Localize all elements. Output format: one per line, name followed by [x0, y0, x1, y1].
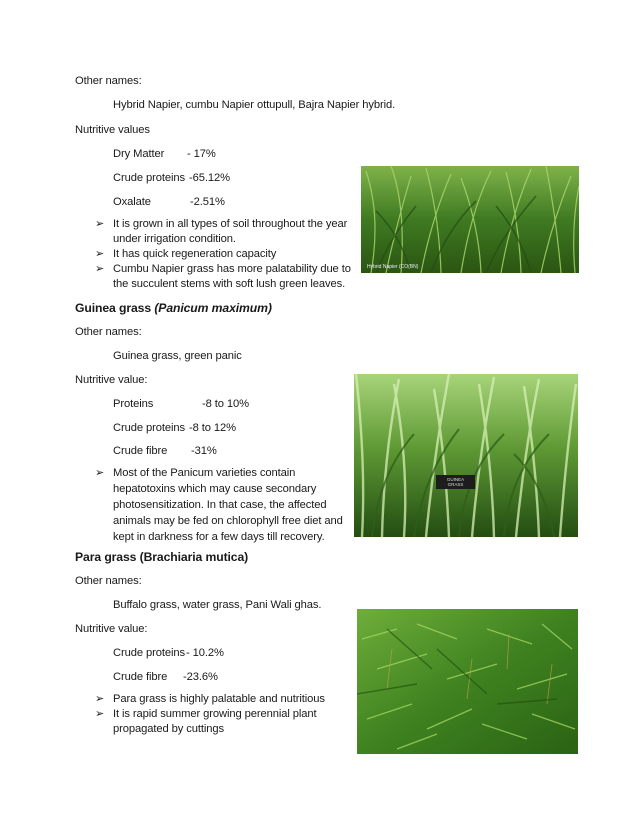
para-other-names-label: Other names: — [75, 575, 142, 587]
para-heading: Para grass (Brachiaria mutica) — [75, 550, 249, 564]
value-name: Crude proteins — [113, 422, 185, 434]
para-other-names: Buffalo grass, water grass, Pani Wali ghas. — [113, 599, 322, 611]
napier-value-oxalate — [113, 195, 225, 209]
value-name: Proteins — [113, 398, 154, 410]
guinea-bullet-line-1: Most of the Panicum varieties contain — [113, 467, 296, 479]
value-amount: -31% — [191, 445, 217, 457]
guinea-heading-scientific: (Panicum maximum) — [154, 301, 272, 315]
guinea-heading — [75, 301, 272, 315]
guinea-bullet-line-2: hepatotoxins which may cause secondary — [113, 483, 317, 495]
arrow-bullet-icon: ➢ — [95, 263, 105, 275]
para-nutritive-label: Nutritive value: — [75, 623, 148, 635]
value-amount: -23.6% — [183, 671, 218, 683]
guinea-bullet-line-3: photosensitization. In that case, the affected — [113, 499, 327, 511]
guinea-grass-label-sign: GUINEA GRASS — [436, 475, 475, 489]
value-name: Dry Matter — [113, 148, 165, 160]
value-amount: -65.12% — [189, 172, 230, 184]
value-name: Oxalate — [113, 196, 151, 208]
guinea-other-names: Guinea grass, green panic — [113, 350, 242, 362]
value-amount: -8 to 10% — [202, 398, 249, 410]
para-bullet-2-line-1: It is rapid summer growing perennial plant — [113, 708, 317, 720]
napier-value-crude-proteins — [113, 171, 230, 185]
value-name: Crude fibre — [113, 671, 168, 683]
para-bullet-1: Para grass is highly palatable and nutritious — [113, 693, 325, 705]
arrow-bullet-icon: ➢ — [95, 708, 105, 720]
napier-bullet-3-line-2: the succulent stems with soft lush green leaves. — [113, 278, 346, 290]
guinea-nutritive-label: Nutritive value: — [75, 374, 148, 386]
para-value-crude-fibre — [113, 670, 218, 684]
value-amount: -8 to 12% — [189, 422, 236, 434]
para-bullet-2-line-2: propagated by cuttings — [113, 723, 224, 735]
arrow-bullet-icon: ➢ — [95, 218, 105, 230]
guinea-bullet-line-5: kept in darkness for a few days till recovery. — [113, 531, 325, 543]
guinea-grass-photo — [354, 374, 578, 537]
para-value-crude-proteins — [113, 646, 224, 660]
value-name: Crude proteins — [113, 172, 185, 184]
napier-bullet-1-line-1: It is grown in all types of soil throughout the year — [113, 218, 348, 230]
value-amount: - 17% — [187, 148, 216, 160]
value-amount: -2.51% — [190, 196, 225, 208]
guinea-value-crude-fibre — [113, 444, 217, 458]
value-amount: - 10.2% — [186, 647, 224, 659]
guinea-value-proteins — [113, 397, 249, 411]
guinea-other-names-label: Other names: — [75, 326, 142, 338]
value-name: Crude proteins — [113, 647, 185, 659]
napier-bullet-1-line-2: under irrigation condition. — [113, 233, 236, 245]
hybrid-napier-photo — [361, 166, 579, 273]
napier-nutritive-label: Nutritive values — [75, 124, 150, 136]
napier-bullet-3-line-1: Cumbu Napier grass has more palatability due to — [113, 263, 351, 275]
napier-other-names: Hybrid Napier, cumbu Napier ottupull, Bajra Napier hybrid. — [113, 99, 396, 111]
value-name: Crude fibre — [113, 445, 168, 457]
napier-bullet-2: It has quick regeneration capacity — [113, 248, 277, 260]
napier-other-names-label: Other names: — [75, 75, 142, 87]
guinea-value-crude-proteins — [113, 421, 236, 435]
napier-value-dry-matter — [113, 147, 216, 161]
guinea-heading-name: Guinea grass — [75, 301, 152, 315]
arrow-bullet-icon: ➢ — [95, 467, 105, 479]
para-grass-photo — [357, 609, 578, 754]
arrow-bullet-icon: ➢ — [95, 248, 105, 260]
hybrid-napier-caption: Hybrid Napier (CO(BN) — [367, 264, 419, 270]
arrow-bullet-icon: ➢ — [95, 693, 105, 705]
guinea-bullet-line-4: animals may be fed on chlorophyll free diet and — [113, 515, 343, 527]
